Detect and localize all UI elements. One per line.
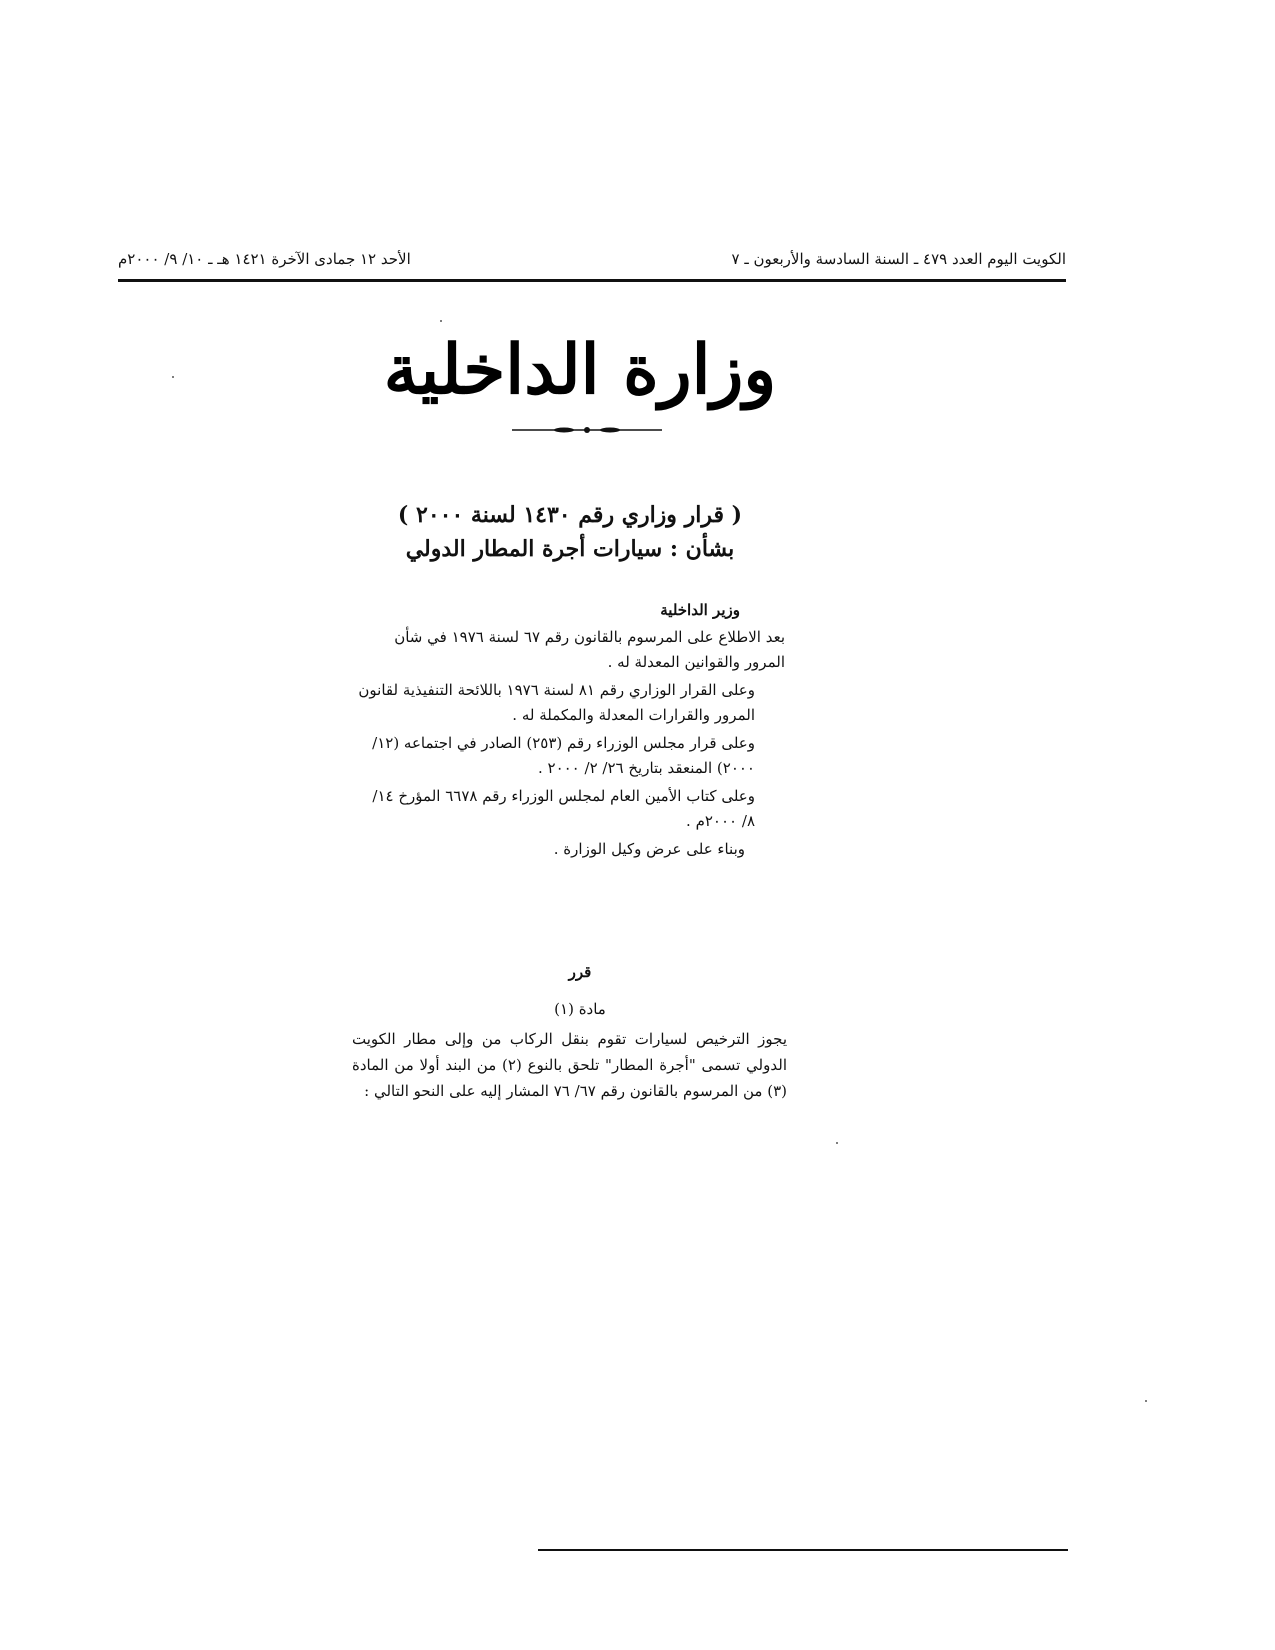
preamble-paragraph: وعلى قرار مجلس الوزراء رقم (٢٥٣) الصادر في اجتماعه (١٢/ ٢٠٠٠) المنعقد بتاريخ ٢٦/ ٢/ ٢٠٠٠ . [372, 734, 755, 777]
header-date: الأحد ١٢ جمادى الآخرة ١٤٢١ هـ ـ ١٠/ ٩/ ٢٠٠٠م [118, 250, 411, 268]
minister-label: وزير الداخلية [660, 601, 740, 619]
running-header [118, 246, 1066, 276]
article-title: مادة (١) [554, 1000, 606, 1018]
article-body: يجوز الترخيص لسيارات تقوم بنقل الركاب من وإلى مطار الكويت الدولي تسمى "أجرة المطار" تلحق بالنوع (٢) من البند أولا من المادة (٣) من المرسوم بالقانون رقم ٦٧/ ٧٦ المشار إليه على النحو التالي : [352, 1030, 787, 1100]
ministry-title: وزارة الداخلية [383, 330, 777, 410]
preamble-paragraph: وعلى كتاب الأمين العام لمجلس الوزراء رقم ٦٦٧٨ المؤرخ ١٤/ ٨/ ٢٠٠٠م . [372, 787, 755, 830]
footer-rule [538, 1549, 1068, 1551]
preamble-paragraph: بعد الاطلاع على المرسوم بالقانون رقم ٦٧ لسنة ١٩٧٦ في شأن المرور والقوانين المعدلة له . [394, 628, 785, 671]
ornament-divider [512, 424, 662, 436]
preamble-closing: وبناء على عرض وكيل الوزارة . [553, 840, 745, 858]
preamble [355, 598, 785, 865]
header-issue-info: الكويت اليوم العدد ٤٧٩ ـ السنة السادسة والأربعون ـ ٧ [731, 250, 1066, 268]
header-rule [118, 279, 1066, 282]
decided-label: قرر [568, 963, 592, 981]
decision-title: ( قرار وزاري رقم ١٤٣٠ لسنة ٢٠٠٠ ) [397, 502, 743, 528]
decision-subject: بشأن : سيارات أجرة المطار الدولي [405, 536, 735, 562]
preamble-paragraph: وعلى القرار الوزاري رقم ٨١ لسنة ١٩٧٦ باللائحة التنفيذية لقانون المرور والقرارات المعدلة والمكملة له . [358, 681, 755, 724]
